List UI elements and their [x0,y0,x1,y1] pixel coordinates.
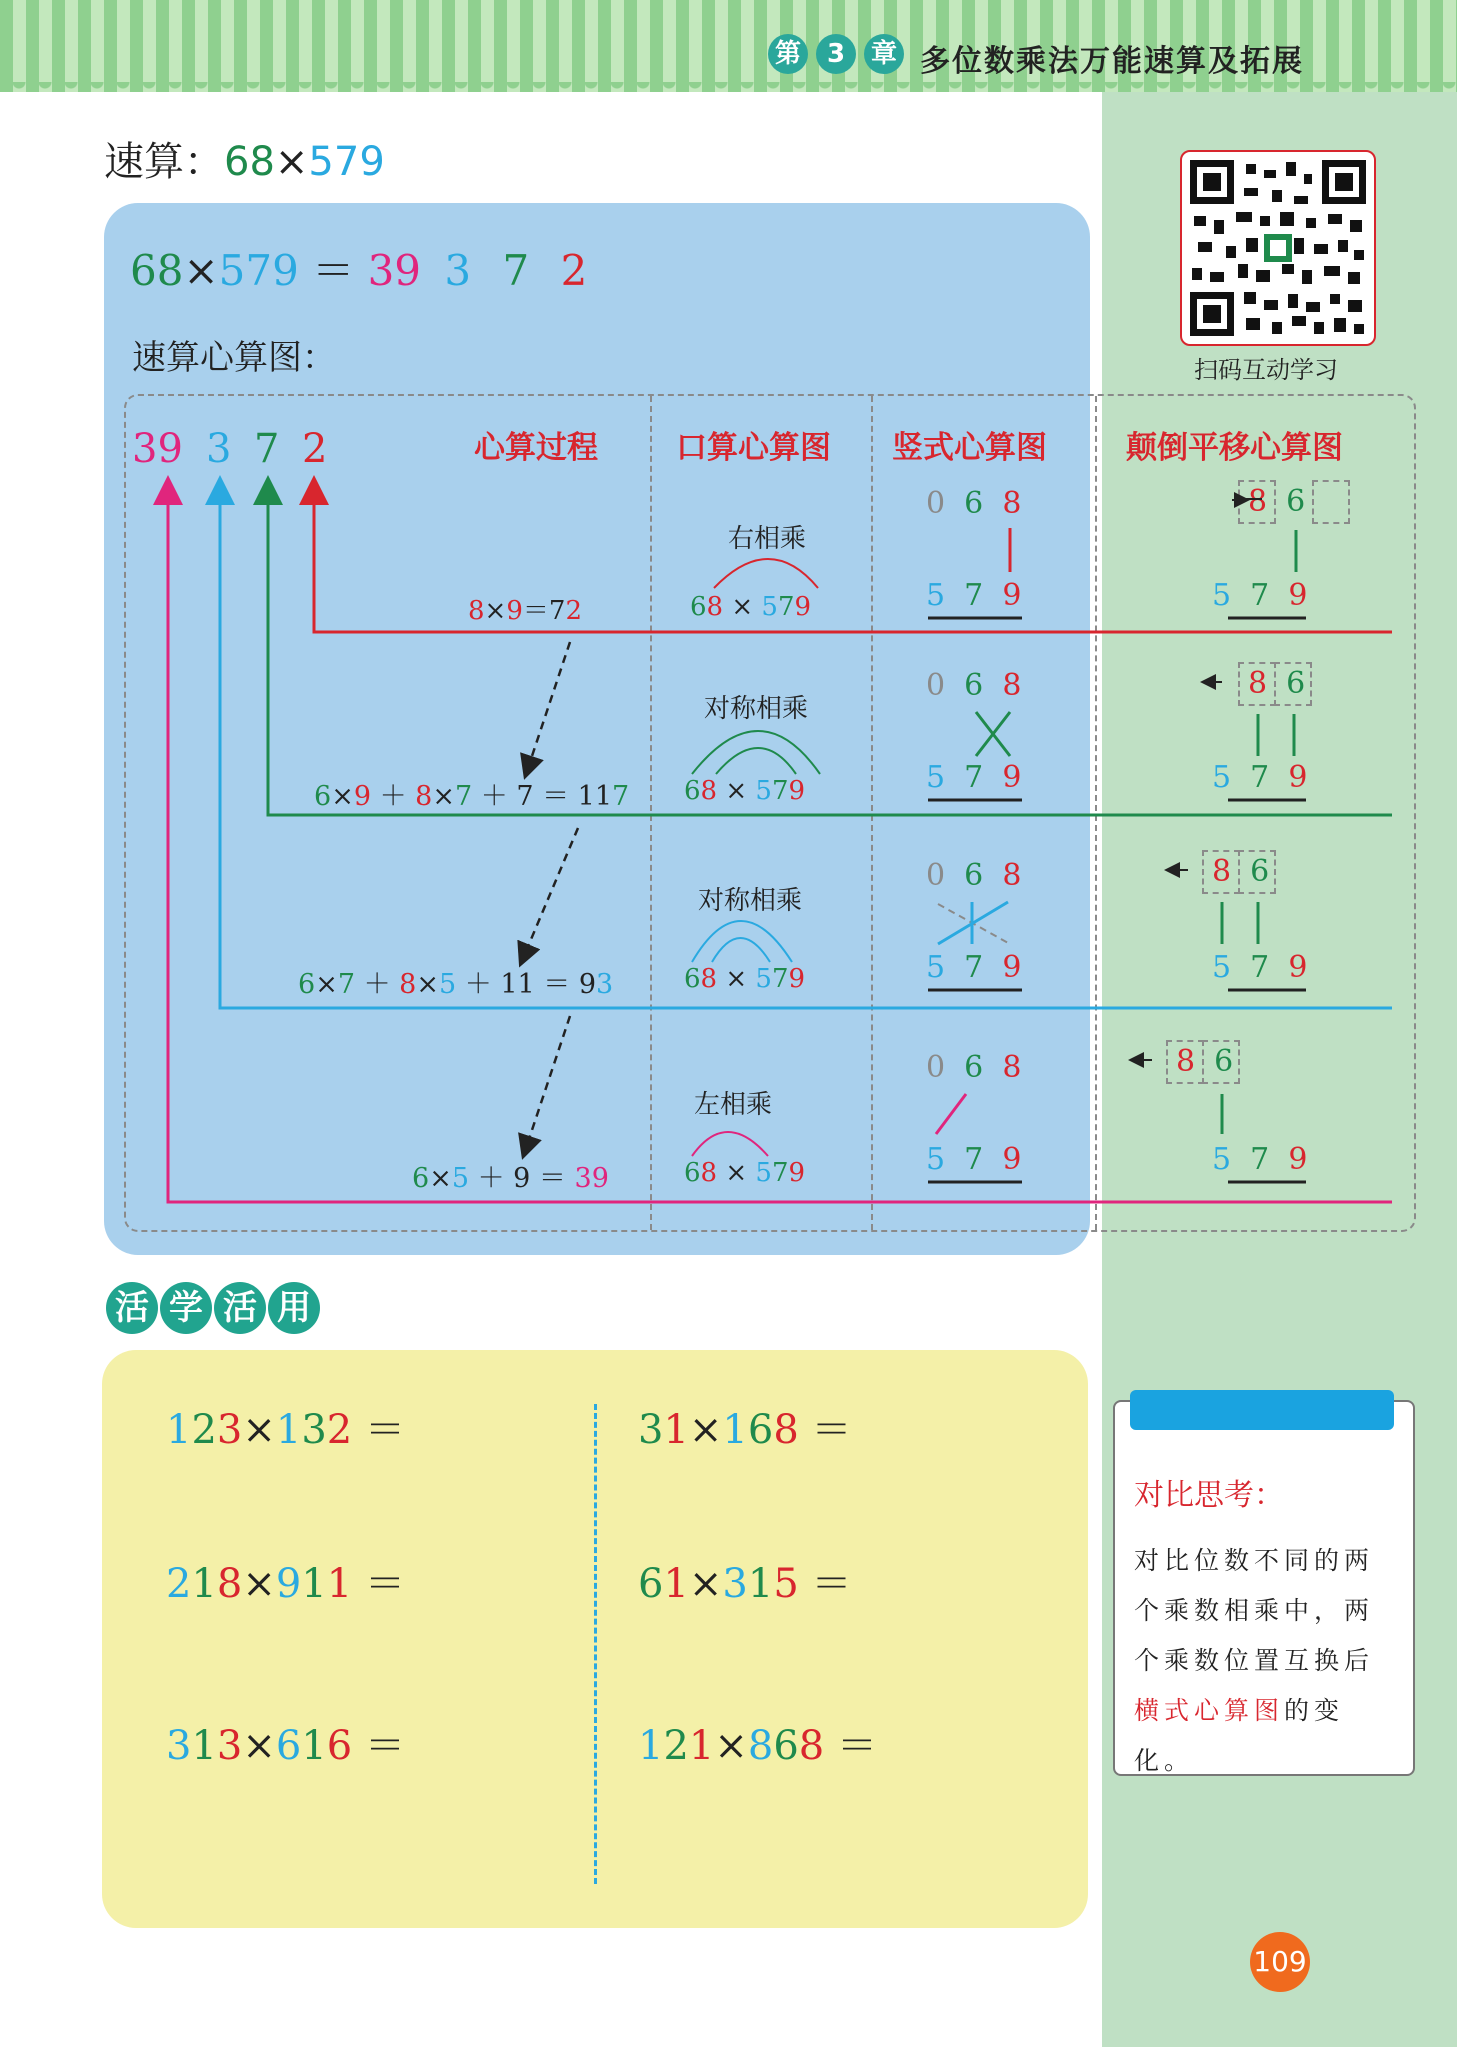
note-line-1: 对比位数不同的两 [1134,1546,1375,1575]
oral-expr-1: 68 × 579 [690,592,812,622]
note-line-3: 个乘数位置互换后 [1134,1646,1375,1675]
chapter-number: 3 [816,34,856,74]
note-title: 对比思考： [1134,1478,1284,1513]
intro-label: 速算： [104,139,224,185]
result-part-2: 3 [444,246,472,295]
note-card-bar [1130,1390,1394,1430]
practice-item-1: 123×132 ＝ [166,1407,405,1453]
shift-top-2: 8 6 [1248,666,1306,701]
shift-bottom-1: 5 7 9 [1212,578,1308,613]
header-oral-diagram: 口算心算图 [676,430,831,466]
top-digit-7: 7 [254,426,280,472]
header-vertical-diagram: 竖式心算图 [892,430,1047,466]
diagram-label: 速算心算图： [132,338,336,378]
step-4-calc: 6×5 ＋ 9 ＝ 39 [412,1163,609,1194]
practice-title-4: 用 [268,1282,320,1334]
shift-top-3: 8 6 [1212,854,1270,889]
shift-bottom-3: 5 7 9 [1212,950,1308,985]
note-body [1134,1536,1404,1786]
qr-caption: 扫码互动学习 [1194,356,1338,384]
intro-a: 68 [224,139,275,185]
result-equals: ＝ [312,246,355,295]
practice-divider [594,1404,597,1884]
vertical-bottom-4: 5 7 9 [926,1142,1022,1177]
result-part-1: 39 [367,246,422,295]
vertical-top-1: 0 6 8 [926,486,1022,521]
result-b: 579 [218,246,299,295]
intro-b: 579 [308,139,385,185]
result-part-3: 7 [502,246,530,295]
practice-title-3: 活 [214,1282,266,1334]
vertical-bottom-2: 5 7 9 [926,760,1022,795]
top-digit-39: 39 [132,426,183,472]
shift-top-1: 8 6 [1248,484,1306,519]
step-3-calc: 6×7 ＋ 8×5 ＋ 11 ＝ 93 [298,969,614,1000]
practice-item-2: 31×168 ＝ [638,1407,852,1453]
practice-item-6: 121×868 ＝ [638,1723,877,1769]
vertical-top-2: 0 6 8 [926,668,1022,703]
step-1-calc: 8×9＝72 [468,596,582,626]
oral-label-1: 右相乘 [728,524,807,554]
oral-label-3: 对称相乘 [698,886,803,916]
result-part-4: 2 [560,246,588,295]
shift-bottom-4: 5 7 9 [1212,1142,1308,1177]
practice-item-5: 313×616 ＝ [166,1723,405,1769]
note-line-2: 个乘数相乘中，两 [1134,1596,1375,1625]
header-mental-process: 心算过程 [474,430,598,466]
oral-expr-4: 68 × 579 [684,1158,806,1188]
shift-bottom-2: 5 7 9 [1212,760,1308,795]
oral-label-4: 左相乘 [694,1090,773,1120]
note-highlight: 横式心算图 [1134,1696,1285,1725]
note-tail: 的变化。 [1134,1696,1345,1775]
practice-title-1: 活 [106,1282,158,1334]
header-shift-diagram: 颠倒平移心算图 [1126,430,1343,466]
top-digit-2: 2 [302,426,328,472]
oral-expr-2: 68 × 579 [684,776,806,806]
practice-item-4: 61×315 ＝ [638,1561,852,1607]
oral-expr-3: 68 × 579 [684,964,806,994]
vertical-top-4: 0 6 8 [926,1050,1022,1085]
chapter-word-1: 第 [768,34,808,74]
result-a: 68 [130,246,184,295]
top-digit-3: 3 [206,426,232,472]
page-number: 109 [1250,1932,1310,1992]
step-2-calc: 6×9 ＋ 8×7 ＋ 7 ＝ 117 [314,781,630,812]
vertical-bottom-1: 5 7 9 [926,578,1022,613]
result-times: × [183,246,219,295]
chapter-word-2: 章 [864,34,904,74]
practice-item-3: 218×911 ＝ [166,1561,405,1607]
intro-times: × [274,139,309,185]
shift-top-4: 8 6 [1176,1044,1234,1079]
chapter-title: 多位数乘法万能速算及拓展 [920,44,1304,79]
oral-label-2: 对称相乘 [704,694,809,724]
note-line-4 [1134,1686,1404,1786]
vertical-top-3: 0 6 8 [926,858,1022,893]
practice-title-2: 学 [160,1282,212,1334]
vertical-bottom-3: 5 7 9 [926,950,1022,985]
